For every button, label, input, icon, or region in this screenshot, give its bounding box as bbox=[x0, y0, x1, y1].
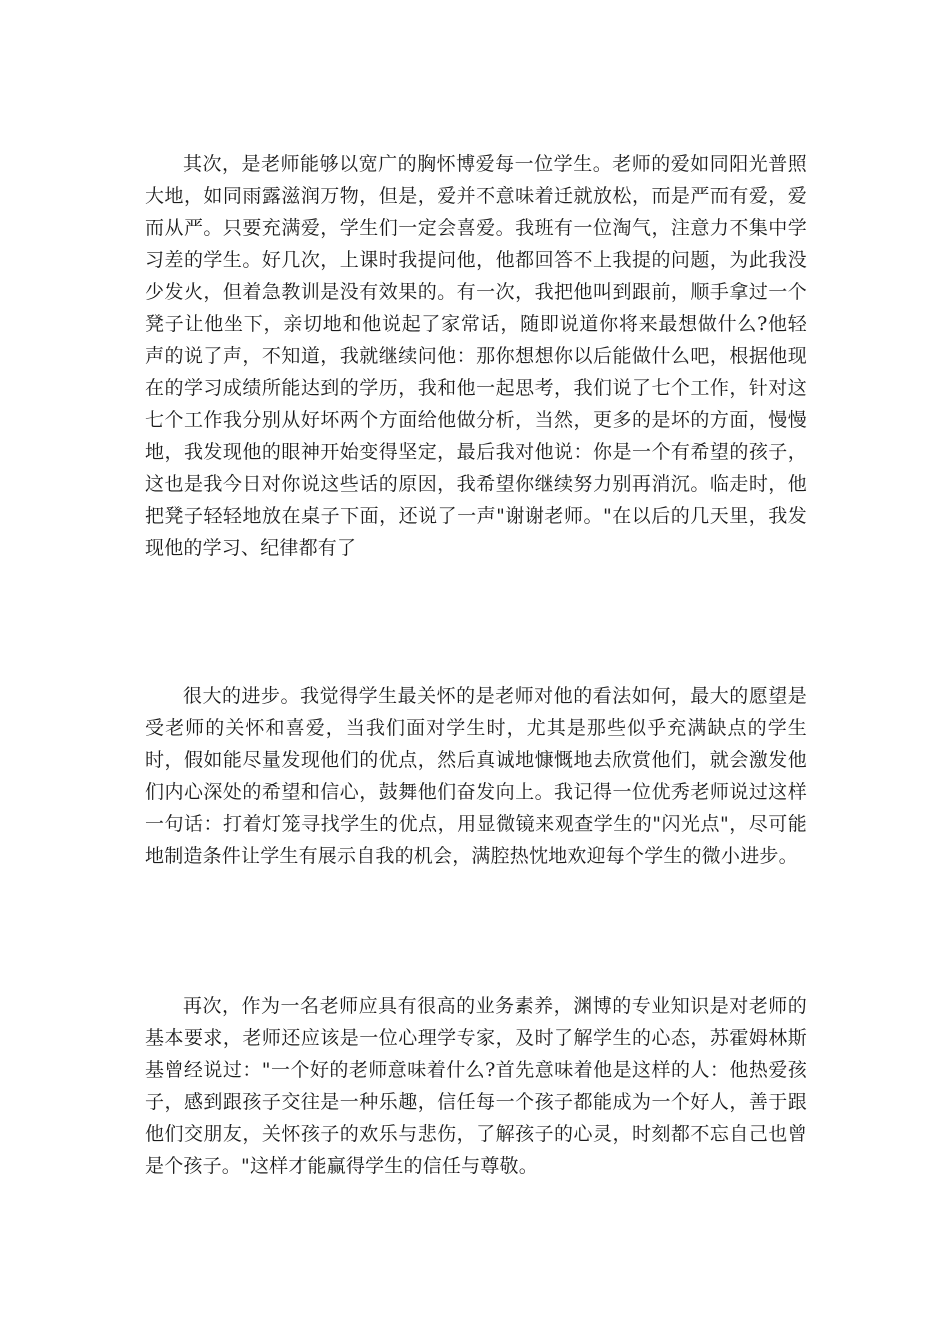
paragraph-2: 很大的进步。我觉得学生最关怀的是老师对他的看法如何，最大的愿望是受老师的关怀和喜爱，当我们面对学生时，尤其是那些似乎充满缺点的学生时，假如能尽量发现他们的优点，然后真诚地慷慨地去欣赏他们，就会激发他们内心深处的希望和信心，鼓舞他们奋发向上。我记得一位优秀老师说过这样一句话：打着灯笼寻找学生的优点，用显微镜来观查学生的"闪光点"，尽可能地制造条件让学生有展示自我的机会，满腔热忱地欢迎每个学生的微小进步。 bbox=[145, 685, 807, 867]
paragraph-3: 再次，作为一名老师应具有很高的业务素养，渊博的专业知识是对老师的基本要求，老师还应该是一位心理学专家，及时了解学生的心态，苏霍姆林斯基曾经说过："一个好的老师意味着什么?首先意味着他是这样的人：他热爱孩子，感到跟孩子交往是一种乐趣，信任每一个孩子都能成为一个好人，善于跟他们交朋友，关怀孩子的欢乐与悲伤，了解孩子的心灵，时刻都不忘自己也曾是个孩子。"这样才能赢得学生的信任与尊敬。 bbox=[145, 995, 807, 1177]
paragraph-1: 其次，是老师能够以宽广的胸怀博爱每一位学生。老师的爱如同阳光普照大地，如同雨露滋润万物，但是，爱并不意味着迁就放松，而是严而有爱，爱而从严。只要充满爱，学生们一定会喜爱。我班有一位淘气，注意力不集中学习差的学生。好几次，上课时我提问他，他都回答不上我提的问题，为此我没少发火，但着急教训是没有效果的。有一次，我把他叫到跟前，顺手拿过一个凳子让他坐下，亲切地和他说起了家常话，随即说道你将来最想做什么?他轻声的说了声，不知道，我就继续问他：那你想想你以后能做什么吧，根据他现在的学习成绩所能达到的学历，我和他一起思考，我们说了七个工作，针对这七个工作我分别从好坏两个方面给他做分析，当然，更多的是坏的方面，慢慢地，我发现他的眼神开始变得坚定，最后我对他说：你是一个有希望的孩子，这也是我今日对你说这些话的原因，我希望你继续努力别再消沉。临走时，他把凳子轻轻地放在桌子下面，还说了一声"谢谢老师。"在以后的几天里，我发现他的学习、纪律都有了 bbox=[145, 153, 807, 559]
